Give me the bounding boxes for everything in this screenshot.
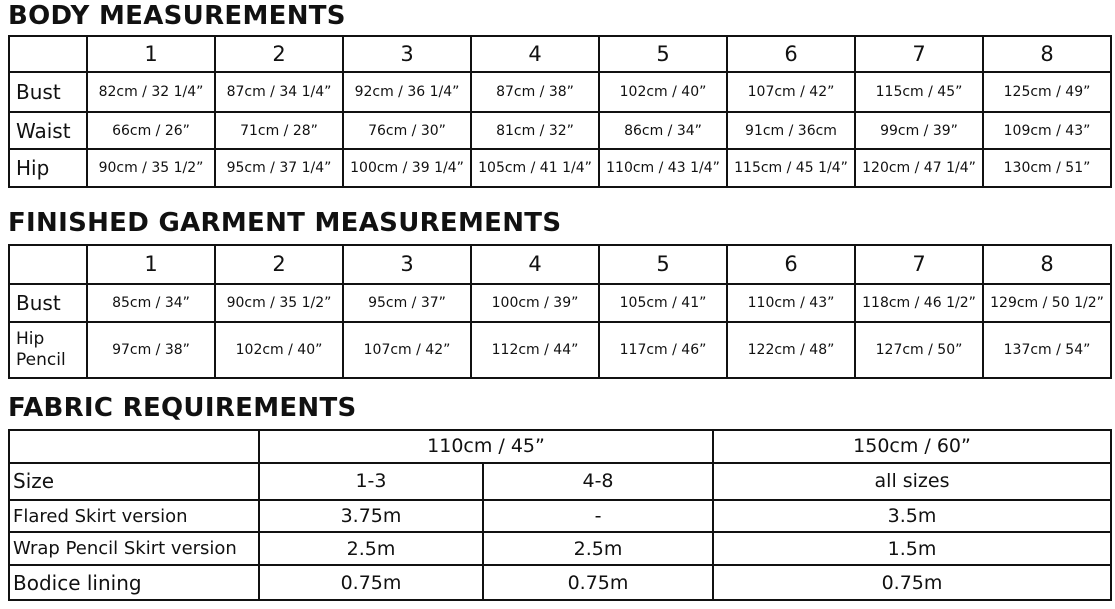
measurement-cell: 90cm / 35 1/2” [87,149,215,187]
measurement-cell: 110cm / 43” [727,284,855,323]
table-row [9,284,1111,323]
row-label [9,322,87,378]
size-header: 5 [599,36,727,72]
measurement-cell: 85cm / 34” [87,284,215,323]
fabric-amount-cell: 2.5m [483,532,713,565]
measurement-cell: 130cm / 51” [983,149,1111,187]
size-range-cell: 1-3 [259,463,483,500]
measurement-cell: 102cm / 40” [599,72,727,112]
fabric-amount-cell: 0.75m [483,565,713,600]
row-label: Wrap Pencil Skirt version [9,532,259,565]
size-header: 8 [983,36,1111,72]
table-header-row [9,245,1111,284]
corner-cell [9,430,259,463]
size-header: 3 [343,36,471,72]
corner-cell [9,245,87,284]
size-range-cell: all sizes [713,463,1111,500]
measurement-cell: 92cm / 36 1/4” [343,72,471,112]
table-row [9,149,1111,187]
measurement-cell: 100cm / 39 1/4” [343,149,471,187]
finished-garment-title: FINISHED GARMENT MEASUREMENTS [8,208,562,238]
measurement-cell: 105cm / 41 1/4” [471,149,599,187]
body-measurements-table [8,35,1112,188]
measurement-cell: 66cm / 26” [87,112,215,149]
size-header: 3 [343,245,471,284]
size-header: 6 [727,36,855,72]
body-measurements-title: BODY MEASUREMENTS [8,1,346,31]
measurement-cell: 110cm / 43 1/4” [599,149,727,187]
table-row [9,500,1111,533]
measurement-cell: 95cm / 37” [343,284,471,323]
size-header: 8 [983,245,1111,284]
corner-cell [9,36,87,72]
measurement-cell: 105cm / 41” [599,284,727,323]
size-header: 1 [87,36,215,72]
fabric-requirements-title: FABRIC REQUIREMENTS [8,393,357,423]
row-label-line: Hip [16,329,45,350]
measurement-cell: 82cm / 32 1/4” [87,72,215,112]
row-label: Bust [9,284,87,323]
measurement-cell: 100cm / 39” [471,284,599,323]
size-header: 2 [215,245,343,284]
fabric-width-header: 150cm / 60” [713,430,1111,463]
measurement-cell: 91cm / 36cm [727,112,855,149]
row-label: Bust [9,72,87,112]
fabric-amount-cell: 0.75m [259,565,483,600]
measurement-cell: 107cm / 42” [727,72,855,112]
row-label: Hip [9,149,87,187]
table-row [9,322,1111,378]
row-label: Waist [9,112,87,149]
fabric-width-header: 110cm / 45” [259,430,713,463]
measurement-cell: 122cm / 48” [727,322,855,378]
table-row [9,112,1111,149]
table-row [9,565,1111,600]
measurement-cell: 86cm / 34” [599,112,727,149]
measurement-cell: 107cm / 42” [343,322,471,378]
table-header-row [9,36,1111,72]
fabric-amount-cell: 2.5m [259,532,483,565]
fabric-requirements-table [8,429,1112,601]
row-label: Bodice lining [9,565,259,600]
fabric-amount-cell: 0.75m [713,565,1111,600]
size-header: 1 [87,245,215,284]
measurement-cell: 115cm / 45 1/4” [727,149,855,187]
measurement-cell: 76cm / 30” [343,112,471,149]
fabric-amount-cell: 1.5m [713,532,1111,565]
fabric-amount-cell: 3.5m [713,500,1111,533]
size-header: 2 [215,36,343,72]
measurement-cell: 81cm / 32” [471,112,599,149]
measurement-cell: 90cm / 35 1/2” [215,284,343,323]
measurement-cell: 102cm / 40” [215,322,343,378]
measurement-cell: 137cm / 54” [983,322,1111,378]
table-row [9,463,1111,500]
table-row [9,72,1111,112]
measurement-cell: 97cm / 38” [87,322,215,378]
size-range-cell: 4-8 [483,463,713,500]
measurement-cell: 118cm / 46 1/2” [855,284,983,323]
measurement-cell: 117cm / 46” [599,322,727,378]
measurement-cell: 115cm / 45” [855,72,983,112]
finished-garment-table [8,244,1112,379]
measurement-cell: 87cm / 38” [471,72,599,112]
size-header: 7 [855,245,983,284]
fabric-amount-cell: - [483,500,713,533]
measurement-cell: 112cm / 44” [471,322,599,378]
row-label-line: Pencil [16,350,66,371]
measurement-cell: 125cm / 49” [983,72,1111,112]
row-label: Flared Skirt version [9,500,259,533]
measurement-cell: 99cm / 39” [855,112,983,149]
size-header: 4 [471,245,599,284]
measurement-cell: 95cm / 37 1/4” [215,149,343,187]
size-header: 5 [599,245,727,284]
fabric-amount-cell: 3.75m [259,500,483,533]
size-header: 7 [855,36,983,72]
row-label: Size [9,463,259,500]
measurement-cell: 71cm / 28” [215,112,343,149]
measurement-cell: 109cm / 43” [983,112,1111,149]
size-header: 4 [471,36,599,72]
measurement-cell: 127cm / 50” [855,322,983,378]
size-header: 6 [727,245,855,284]
measurement-cell: 87cm / 34 1/4” [215,72,343,112]
table-header-row [9,430,1111,463]
measurement-cell: 120cm / 47 1/4” [855,149,983,187]
table-row [9,532,1111,565]
measurement-cell: 129cm / 50 1/2” [983,284,1111,323]
